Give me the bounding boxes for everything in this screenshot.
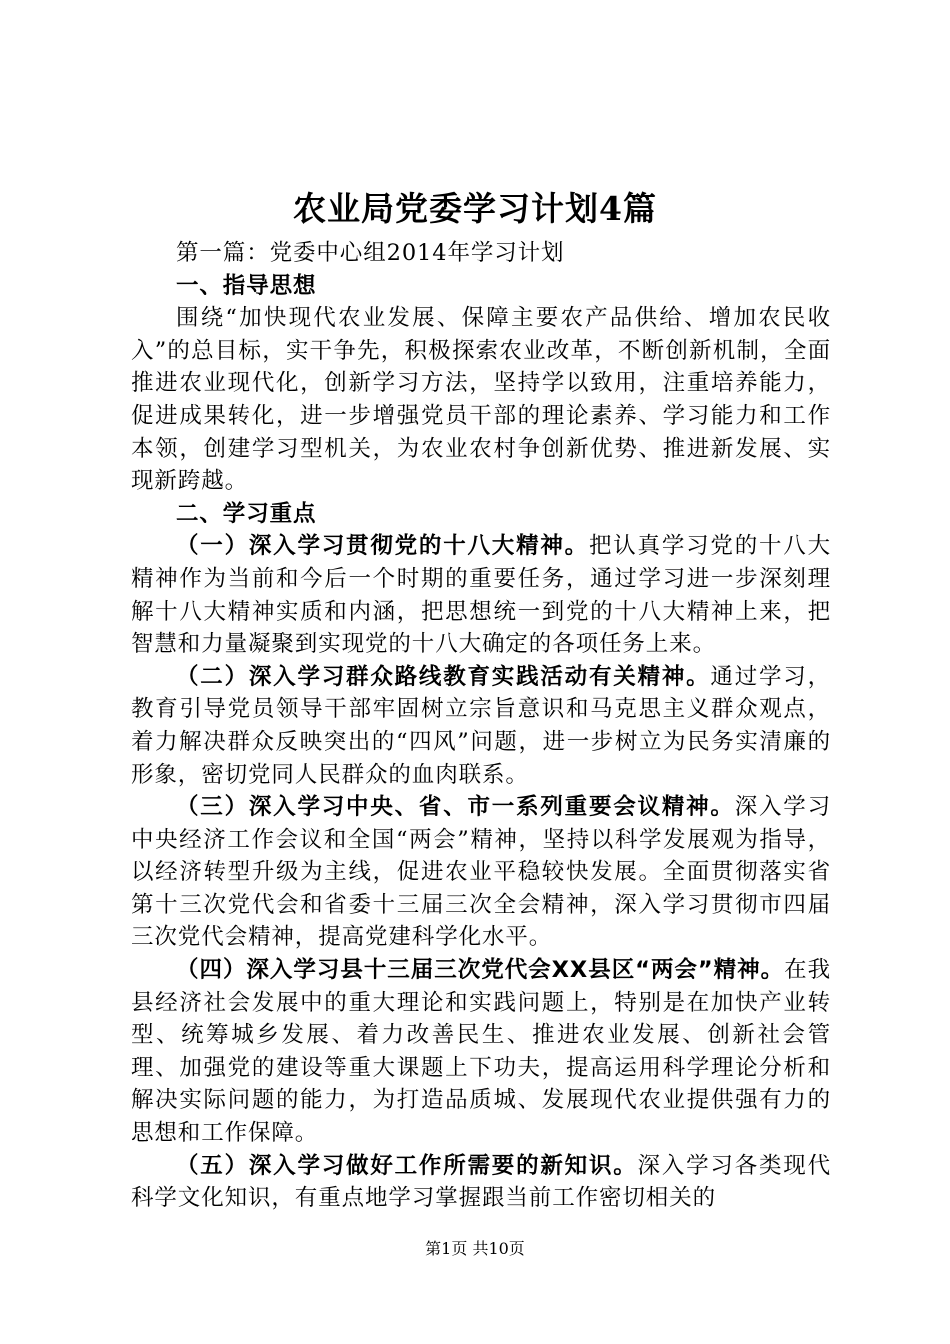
item-text-5: 深入学习各类现代科学文化知识，有重点地学习掌握跟当前工作密切相关的	[131, 1152, 831, 1212]
paragraph-item-3	[131, 791, 831, 954]
paragraph-guiding-thought: 围绕“加快现代农业发展、保障主要农产品供给、增加农民收入”的总目标，实干争先，积极探索农业改革，不断创新机制，全面推进农业现代化，创新学习方法，坚持学以致用，注重培养能力，促进成果转化，进一步增强党员干部的理论素养、学习能力和工作本领，创建学习型机关，为农业农村争创新优势、推进新发展、实现新跨越。	[131, 305, 831, 495]
section-heading-guiding-thought: 一、指导思想	[176, 272, 317, 299]
document-body	[131, 237, 831, 1215]
paragraph-item-1	[131, 530, 831, 660]
document-title: 农业局党委学习计划4篇	[293, 189, 657, 228]
item-text-3: 深入学习中央经济工作会议和全国“两会”精神，坚持以科学发展观为指导，以经济转型升级为主线，促进农业平稳较快发展。全面贯彻落实省第十三次党代会和省委十三届三次全会精神，深入学习贯彻市四届三次党代会精神，提高党建科学化水平。	[131, 794, 831, 951]
paragraph-item-2	[131, 661, 831, 791]
item-lead-3: （三）深入学习中央、省、市一系列重要会议精神。	[176, 794, 735, 821]
page-number-footer: 第1页 共10页	[425, 1239, 525, 1258]
section-heading-key-points: 二、学习重点	[176, 500, 317, 527]
chapter-subtitle: 第一篇：党委中心组2014年学习计划	[176, 240, 565, 266]
item-text-2: 通过学习，教育引导党员领导干部牢固树立宗旨意识和马克思主义群众观点，着力解决群众反映突出的“四风”问题，进一步树立为民务实清廉的形象，密切党同人民群众的血肉联系。	[131, 663, 831, 788]
item-lead-2: （二）深入学习群众路线教育实践活动有关精神。	[176, 663, 711, 690]
item-lead-1: （一）深入学习贯彻党的十八大精神。	[176, 533, 589, 560]
item-lead-5: （五）深入学习做好工作所需要的新知识。	[176, 1152, 638, 1179]
item-lead-4: （四）深入学习县十三届三次党代会XX县区“两会”精神。	[176, 957, 785, 984]
paragraph-item-4	[131, 954, 831, 1150]
paragraph-item-5	[131, 1150, 831, 1215]
item-text-4: 在我县经济社会发展中的重大理论和实践问题上，特别是在加快产业转型、统筹城乡发展、着力改善民生、推进农业发展、创新社会管理、加强党的建设等重大课题上下功夫，提高运用科学理论分析和解决实际问题的能力，为打造品质城、发展现代农业提供强有力的思想和工作保障。	[131, 957, 831, 1147]
item-text-1: 把认真学习党的十八大精神作为当前和今后一个时期的重要任务，通过学习进一步深刻理解十八大精神实质和内涵，把思想统一到党的十八大精神上来，把智慧和力量凝聚到实现党的十八大确定的各项任务上来。	[131, 533, 831, 658]
